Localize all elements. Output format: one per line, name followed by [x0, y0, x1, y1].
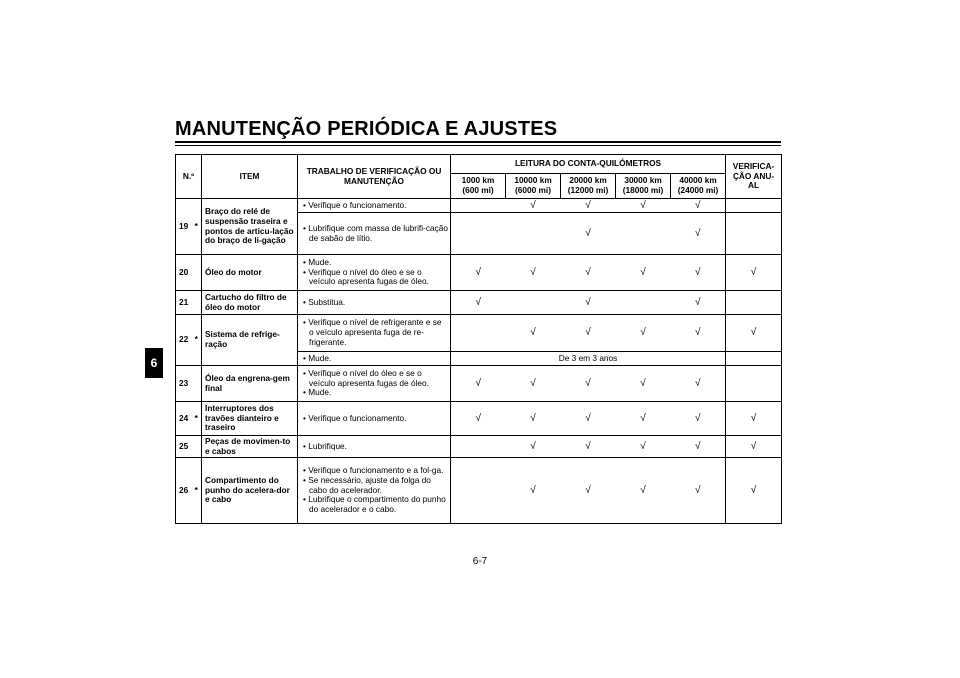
check-mark-icon: √: [640, 484, 646, 496]
check-mark-icon: √: [695, 377, 701, 389]
row-number: 21: [176, 291, 192, 315]
check-mark-icon: √: [695, 412, 701, 424]
title-rule: [175, 141, 781, 143]
odometer-check-cell: [616, 255, 671, 291]
check-mark-icon: √: [585, 327, 591, 339]
odometer-check-cell: [506, 402, 561, 436]
header-km-value: 40000 km: [679, 175, 717, 186]
odometer-check-cell: [561, 458, 616, 524]
odometer-check-cell: [561, 213, 616, 255]
item-name: Peças de movimen-to e cabos: [202, 436, 298, 458]
annual-check-cell: [726, 402, 782, 436]
row-number: 19: [176, 199, 192, 255]
header-item: ITEM: [202, 155, 298, 199]
check-mark-icon: √: [695, 484, 701, 496]
work-step: • Mude.: [301, 388, 448, 398]
odometer-check-cell: [506, 213, 561, 255]
header-annual: VERIFICA-ÇÃO ANU-AL: [726, 155, 782, 199]
dealer-service-mark: [192, 366, 202, 402]
page-number: 6-7: [472, 556, 488, 567]
check-mark-icon: √: [750, 266, 757, 278]
check-mark-icon: √: [585, 199, 591, 211]
check-mark-icon: √: [530, 484, 536, 496]
work-step: • Verifique o nível do óleo e se o veículo apresenta fugas de óleo.: [301, 369, 448, 389]
page-title: MANUTENÇÃO PERIÓDICA E AJUSTES: [175, 118, 558, 140]
row-number: 24: [176, 402, 192, 436]
check-mark-icon: √: [640, 327, 646, 339]
check-mark-icon: √: [695, 440, 701, 452]
header-mi-value: (18000 mi): [622, 185, 664, 195]
odometer-check-cell: [451, 199, 506, 213]
header-no: N.º: [176, 155, 202, 199]
odometer-check-cell: [616, 213, 671, 255]
check-mark-icon: √: [585, 484, 591, 496]
row-number: 26: [176, 458, 192, 524]
odometer-check-cell: [451, 402, 506, 436]
row-number: 23: [176, 366, 192, 402]
header-km-2: [561, 174, 616, 199]
header-mi-value: (24000 mi): [677, 185, 719, 195]
odometer-check-cell: [561, 402, 616, 436]
title-rule-thin: [175, 145, 781, 146]
check-mark-icon: √: [750, 440, 757, 452]
table-row: [176, 315, 782, 352]
item-name: Óleo da engrena-gem final: [202, 366, 298, 402]
work-description: [298, 458, 451, 524]
odometer-check-cell: [561, 436, 616, 458]
odometer-check-cell: [451, 255, 506, 291]
odometer-check-cell: [671, 291, 726, 315]
work-step: • Mude.: [301, 354, 448, 364]
odometer-check-cell: [451, 291, 506, 315]
check-mark-icon: √: [640, 199, 646, 211]
work-description: [298, 352, 451, 366]
table-row: [176, 436, 782, 458]
check-mark-icon: √: [640, 412, 646, 424]
check-mark-icon: √: [475, 296, 482, 308]
odometer-check-cell: [616, 402, 671, 436]
work-description: [298, 402, 451, 436]
header-odometer: LEITURA DO CONTA-QUILÓMETROS: [451, 155, 726, 174]
dealer-service-mark: *: [192, 315, 202, 366]
item-name: Interruptores dos travões dianteiro e traseiro: [202, 402, 298, 436]
check-mark-icon: √: [585, 440, 591, 452]
work-step: • Verifique o funcionamento.: [301, 201, 448, 211]
odometer-check-cell: [616, 366, 671, 402]
odometer-check-cell: [506, 458, 561, 524]
check-mark-icon: √: [750, 412, 757, 424]
check-mark-icon: √: [585, 296, 591, 308]
annual-check-cell: [726, 291, 782, 315]
work-step: • Se necessário, ajuste da folga do cabo do acelerador.: [301, 476, 448, 496]
item-name: Compartimento do punho do acelera-dor e cabo: [202, 458, 298, 524]
odometer-check-cell: [671, 402, 726, 436]
odometer-check-cell: [506, 291, 561, 315]
odometer-check-cell: [561, 291, 616, 315]
odometer-check-cell: [451, 315, 506, 352]
check-mark-icon: √: [640, 266, 646, 278]
dealer-service-mark: *: [192, 458, 202, 524]
odometer-check-cell: [616, 436, 671, 458]
odometer-check-cell: [561, 199, 616, 213]
table-row: [176, 255, 782, 291]
header-mi-value: (6000 mi): [515, 185, 551, 195]
item-name: Sistema de refrige-ração: [202, 315, 298, 366]
odometer-check-cell: [561, 366, 616, 402]
header-km-1: [506, 174, 561, 199]
work-step: • Lubrifique.: [301, 442, 448, 452]
work-description: [298, 291, 451, 315]
odometer-check-cell: [616, 315, 671, 352]
odometer-check-cell: [671, 315, 726, 352]
annual-check-cell: [726, 255, 782, 291]
check-mark-icon: √: [640, 377, 646, 389]
check-mark-icon: √: [585, 266, 591, 278]
work-description: [298, 255, 451, 291]
check-mark-icon: √: [695, 327, 701, 339]
check-mark-icon: √: [695, 227, 701, 239]
work-step: • Substitua.: [301, 298, 448, 308]
work-step: • Verifique o funcionamento e a fol-ga.: [301, 466, 448, 476]
work-step: • Lubrifique com massa de lubrifi-cação de sabão de lítio.: [301, 224, 448, 244]
row-number: 25: [176, 436, 192, 458]
work-step: • Verifique o funcionamento.: [301, 414, 448, 424]
table-row: [176, 366, 782, 402]
item-name: Cartucho do filtro de óleo do motor: [202, 291, 298, 315]
item-name: Braço do relé de suspensão traseira e pontos de articu-lação do braço de li-gação: [202, 199, 298, 255]
check-mark-icon: √: [530, 412, 536, 424]
odometer-check-cell: [616, 199, 671, 213]
odometer-check-cell: [671, 458, 726, 524]
work-description: [298, 199, 451, 213]
item-name: Óleo do motor: [202, 255, 298, 291]
check-mark-icon: √: [475, 412, 482, 424]
check-mark-icon: √: [695, 199, 701, 211]
odometer-check-cell: [561, 255, 616, 291]
check-mark-icon: √: [475, 266, 482, 278]
odometer-check-cell: [671, 255, 726, 291]
work-step: • Verifique o nível de refrigerante e se o veículo apresenta fuga de re-frigerante.: [301, 318, 448, 347]
check-mark-icon: √: [530, 440, 536, 452]
dealer-service-mark: *: [192, 402, 202, 436]
check-mark-icon: √: [695, 296, 701, 308]
interval-note: De 3 em 3 anos: [451, 352, 726, 366]
chapter-tab: 6: [145, 348, 163, 378]
dealer-service-mark: [192, 436, 202, 458]
header-mi-value: (600 mi): [462, 185, 494, 195]
table-row: [176, 458, 782, 524]
annual-check-cell: [726, 199, 782, 213]
odometer-check-cell: [671, 213, 726, 255]
odometer-check-cell: [506, 436, 561, 458]
work-description: [298, 436, 451, 458]
odometer-check-cell: [561, 315, 616, 352]
annual-check-cell: [726, 366, 782, 402]
header-km-0: [451, 174, 506, 199]
check-mark-icon: √: [585, 227, 591, 239]
odometer-check-cell: [671, 366, 726, 402]
annual-check-cell: [726, 458, 782, 524]
header-km-value: 1000 km: [461, 175, 495, 186]
header-km-value: 10000 km: [514, 175, 552, 186]
odometer-check-cell: [506, 255, 561, 291]
header-work: TRABALHO DE VERIFICAÇÃO OU MANUTENÇÃO: [298, 155, 451, 199]
check-mark-icon: √: [530, 199, 536, 211]
dealer-service-mark: [192, 255, 202, 291]
work-description: [298, 315, 451, 352]
dealer-service-mark: [192, 291, 202, 315]
odometer-check-cell: [506, 366, 561, 402]
check-mark-icon: √: [530, 377, 536, 389]
check-mark-icon: √: [750, 327, 757, 339]
odometer-check-cell: [451, 458, 506, 524]
work-step: • Lubrifique o compartimento do punho do acelerador e o cabo.: [301, 495, 448, 515]
odometer-check-cell: [451, 213, 506, 255]
check-mark-icon: √: [530, 327, 536, 339]
work-description: [298, 213, 451, 255]
header-km-value: 30000 km: [624, 175, 662, 186]
annual-check-cell: [726, 315, 782, 352]
header-km-4: [671, 174, 726, 199]
header-km-value: 20000 km: [569, 175, 607, 186]
annual-check-cell: [726, 436, 782, 458]
odometer-check-cell: [506, 315, 561, 352]
maintenance-table: [175, 154, 782, 524]
work-step: • Mude.: [301, 258, 448, 268]
annual-check-cell: [726, 213, 782, 255]
work-step: • Verifique o nível do óleo e se o veículo apresenta fugas de óleo.: [301, 268, 448, 288]
table-row: [176, 291, 782, 315]
check-mark-icon: √: [475, 377, 482, 389]
odometer-check-cell: [616, 458, 671, 524]
header-km-3: [616, 174, 671, 199]
table-row: [176, 199, 782, 213]
row-number: 20: [176, 255, 192, 291]
dealer-service-mark: *: [192, 199, 202, 255]
odometer-check-cell: [451, 436, 506, 458]
check-mark-icon: √: [530, 266, 536, 278]
odometer-check-cell: [451, 366, 506, 402]
check-mark-icon: √: [750, 484, 757, 496]
odometer-check-cell: [506, 199, 561, 213]
check-mark-icon: √: [640, 440, 646, 452]
odometer-check-cell: [616, 291, 671, 315]
odometer-check-cell: [671, 199, 726, 213]
row-number: 22: [176, 315, 192, 366]
odometer-check-cell: [671, 436, 726, 458]
work-description: [298, 366, 451, 402]
check-mark-icon: √: [695, 266, 701, 278]
check-mark-icon: √: [585, 412, 591, 424]
header-mi-value: (12000 mi): [567, 185, 609, 195]
table-row: [176, 402, 782, 436]
annual-cell: [726, 352, 782, 366]
check-mark-icon: √: [585, 377, 591, 389]
